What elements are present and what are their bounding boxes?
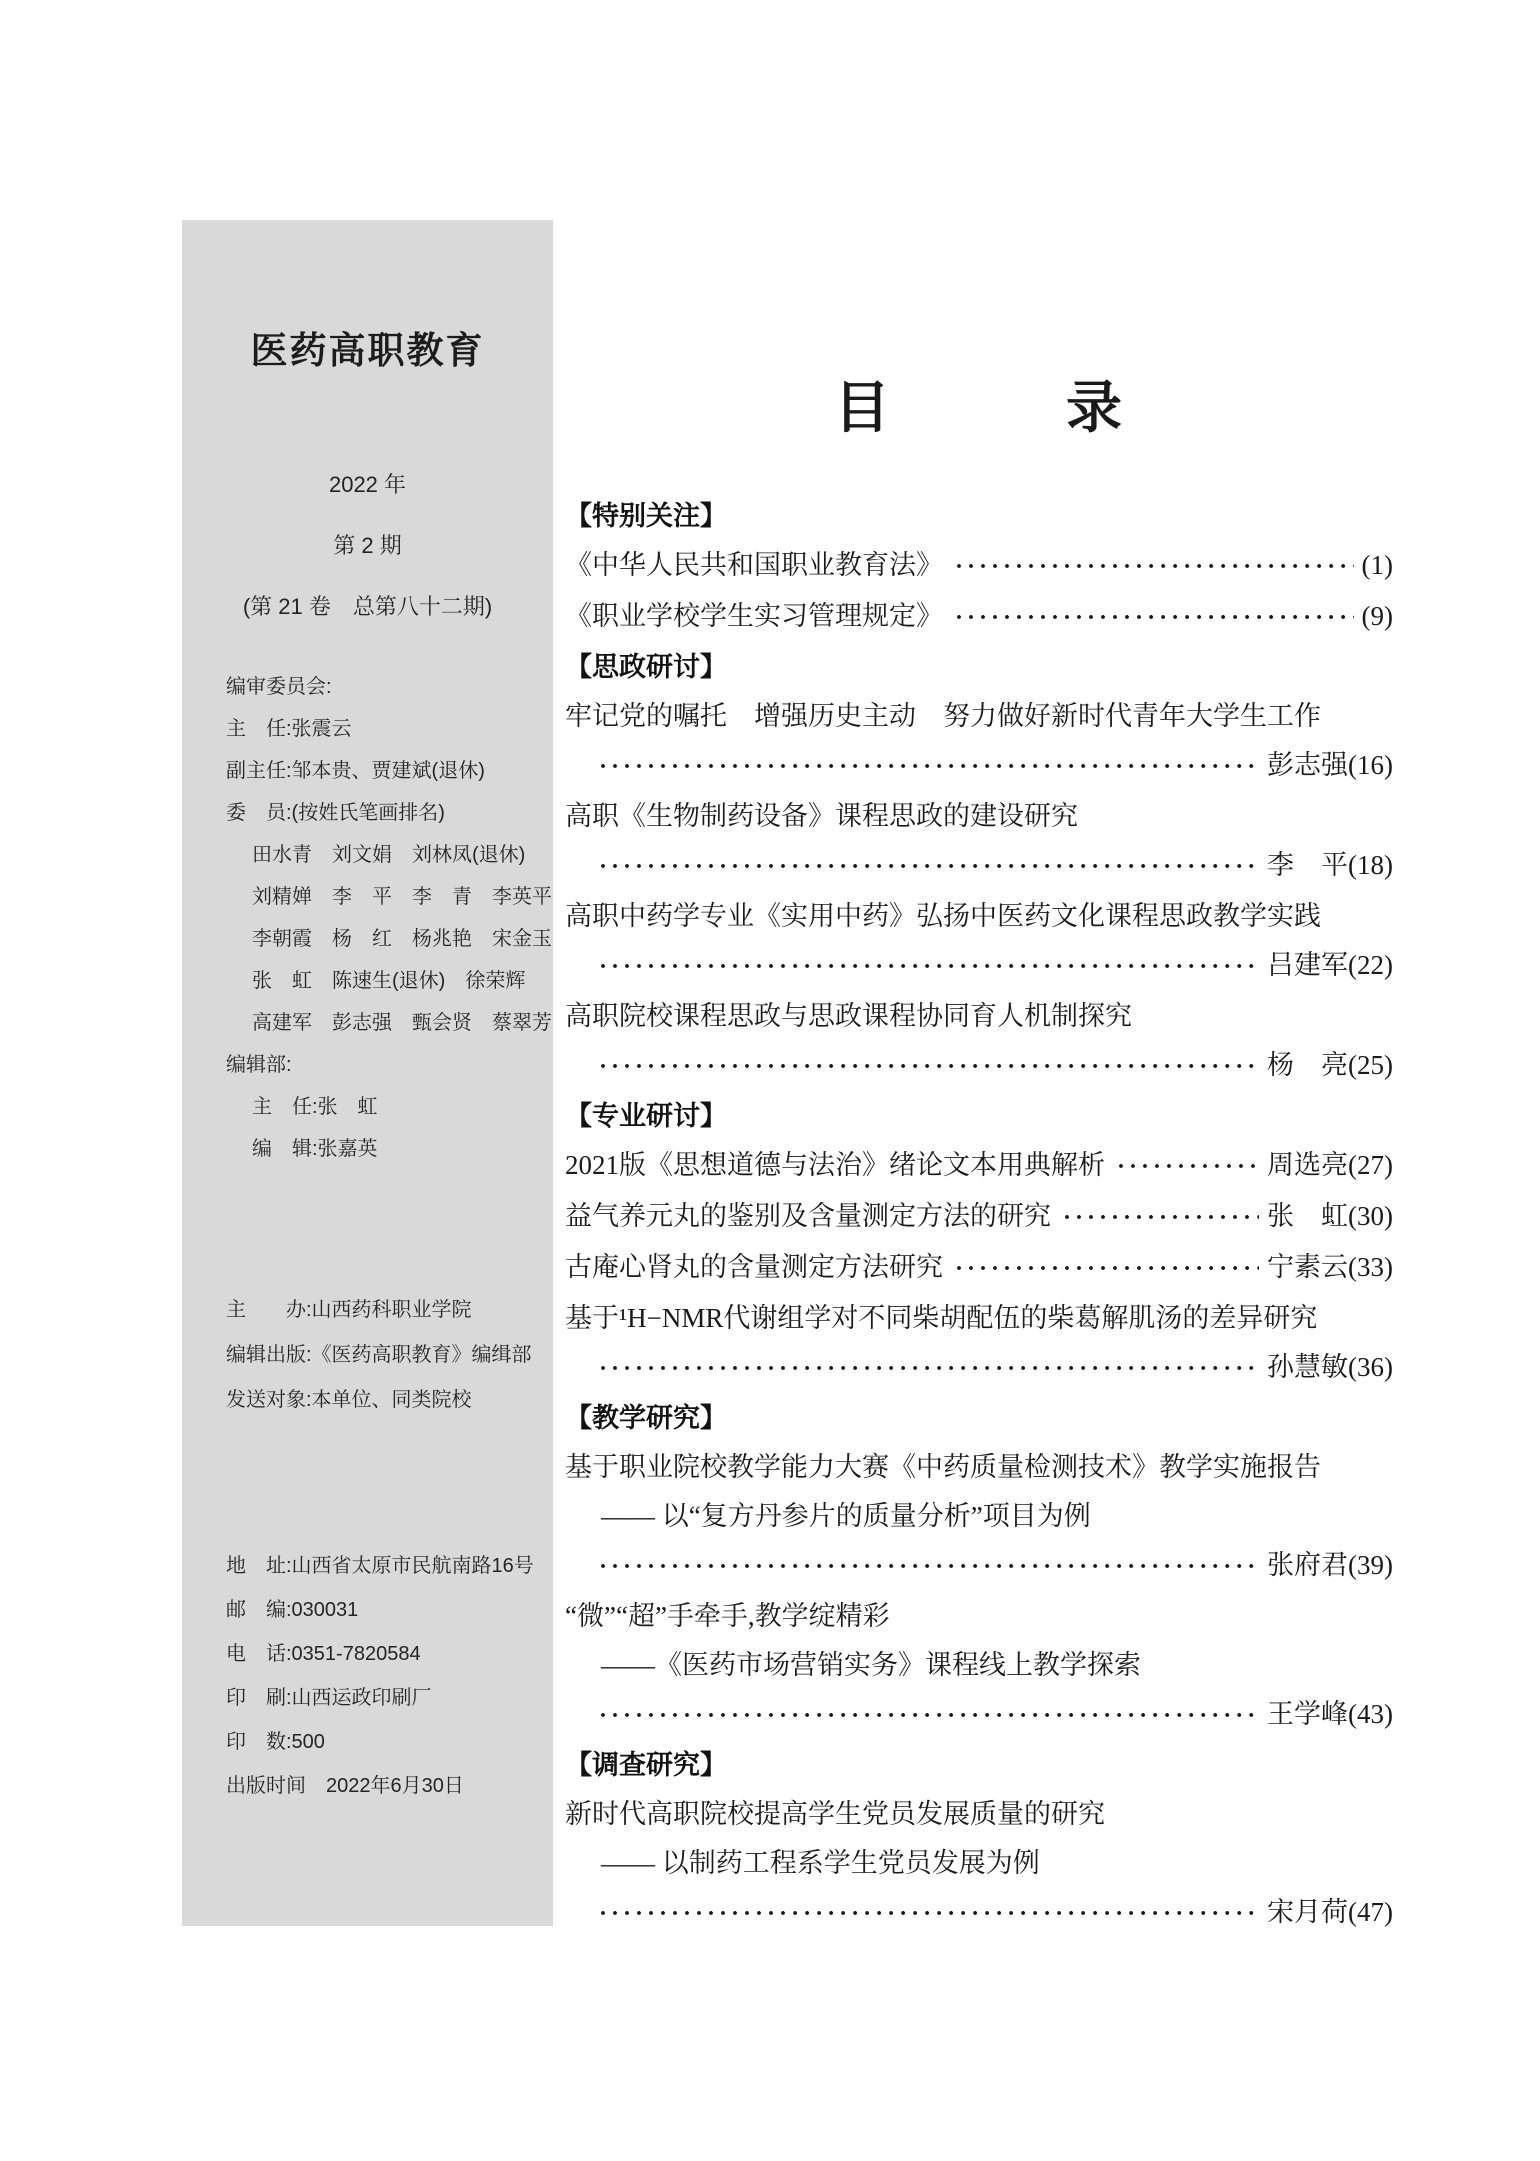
toc-leader-dots: [599, 1541, 1259, 1592]
toc-entry-row: [565, 541, 1393, 592]
toc-leader-dots: [599, 1041, 1259, 1092]
toc-entry: [565, 892, 1393, 992]
toc-leader-dots: [955, 1243, 1259, 1294]
toc-title: 目 录: [834, 377, 1124, 440]
toc-leader-dots: [599, 841, 1259, 892]
toc-section: [565, 1741, 1393, 1939]
toc-entry-author-page: 宋月荷(47): [1267, 1897, 1393, 1927]
toc-leader-dots: [599, 741, 1259, 792]
editorial-line: 张 虹 陈速生(退休) 徐荣辉: [252, 970, 526, 992]
issue-line: (第 21 卷 总第八十二期): [242, 594, 493, 619]
toc-entry-title: 基于¹H−NMR代谢组学对不同柴胡配伍的柴葛解肌汤的差异研究: [565, 1303, 1318, 1333]
toc-section: [565, 1092, 1393, 1394]
toc-entry-row: [565, 841, 1393, 892]
toc-entry-author-page: (9): [1361, 601, 1393, 631]
publisher-line: 编辑出版:《医药高职教育》编缉部: [226, 1344, 532, 1366]
toc-entry-row: [565, 1041, 1393, 1092]
journal-sidebar: [182, 220, 553, 1926]
editorial-line: 编辑部:: [226, 1054, 292, 1076]
publisher-line: 发送对象:本单位、同类院校: [226, 1389, 472, 1411]
editorial-line: 高建军 彭志强 甄会贤 蔡翠芳: [252, 1012, 552, 1034]
toc-leader-dots: [599, 1888, 1259, 1939]
editorial-line: 编审委员会:: [226, 676, 332, 698]
toc-entry: [565, 1243, 1393, 1294]
toc-entry-author-page: 吕建军(22): [1267, 950, 1393, 980]
toc-entry-author-page: (1): [1361, 550, 1393, 580]
toc-entry-subtitle: ——《医药市场营销实务》课程线上教学探索: [601, 1650, 1141, 1680]
toc-entry: [565, 1141, 1393, 1192]
issue-line: 第 2 期: [333, 533, 402, 558]
toc-entry-title: 新时代高职院校提高学生党员发展质量的研究: [565, 1799, 1105, 1829]
issue-info: [182, 454, 553, 637]
editorial-line: 田水青 刘文娟 刘林凤(退休): [252, 844, 526, 866]
contact-info: [226, 1544, 543, 1808]
toc-entry: [565, 1443, 1393, 1592]
toc-entry-title: 《中华人民共和国职业教育法》: [565, 550, 943, 580]
toc-entry-title: 高职院校课程思政与思政课程协同育人机制探究: [565, 1001, 1132, 1031]
toc-entry: [565, 992, 1393, 1092]
toc-entry-row: [565, 1888, 1393, 1939]
toc-entry-title: 高职中药学专业《实用中药》弘扬中医药文化课程思政教学实践: [565, 901, 1321, 931]
toc-entry-author-page: 张 虹(30): [1267, 1201, 1393, 1231]
editorial-line: 委 员:(按姓氏笔画排名): [226, 802, 445, 824]
toc-entry-author-page: 王学峰(43): [1267, 1699, 1393, 1729]
publisher-info: [226, 1288, 543, 1423]
editorial-line: 刘精婵 李 平 李 青 李英平: [252, 886, 552, 908]
toc-section-heading: 【调查研究】: [565, 1750, 727, 1780]
toc-leader-dots: [955, 592, 1354, 643]
toc-section-heading: 【思政研讨】: [565, 652, 727, 682]
toc-leader-dots: [599, 1690, 1259, 1741]
toc-entry-subtitle: —— 以制药工程系学生党员发展为例: [601, 1848, 1040, 1878]
toc-entry-title: 《职业学校学生实习管理规定》: [565, 601, 943, 631]
toc-entry-row: [565, 741, 1393, 792]
toc-section-heading: 【专业研讨】: [565, 1101, 727, 1131]
toc-entry-title: 2021版《思想道德与法治》绪论文本用典解析: [565, 1150, 1105, 1180]
toc-section: [565, 1394, 1393, 1741]
editorial-line: 主 任:张 虹: [252, 1096, 378, 1118]
toc-entry-title: 高职《生物制药设备》课程思政的建设研究: [565, 801, 1078, 831]
contact-line: 电 话:0351-7820584: [226, 1643, 421, 1665]
editorial-line: 主 任:张震云: [226, 718, 352, 740]
toc-entry: [565, 692, 1393, 792]
publisher-line: 主 办:山西药科职业学院: [226, 1299, 472, 1321]
toc-entry-title: 古庵心肾丸的含量测定方法研究: [565, 1252, 943, 1282]
toc-leader-dots: [599, 941, 1259, 992]
toc-list: [565, 492, 1393, 1939]
toc-entry-title: 基于职业院校教学能力大赛《中药质量检测技术》教学实施报告: [565, 1452, 1321, 1482]
toc-entry-row: [565, 1343, 1393, 1394]
toc-entry-subtitle: —— 以“复方丹参片的质量分析”项目为例: [601, 1501, 1091, 1531]
toc-entry-title: 益气养元丸的鉴别及含量测定方法的研究: [565, 1201, 1051, 1231]
toc-entry-row: [565, 1690, 1393, 1741]
toc-entry: [565, 1192, 1393, 1243]
toc-entry-row: [565, 941, 1393, 992]
journal-title: 医药高职教育: [250, 331, 485, 372]
toc-entry-author-page: 张府君(39): [1267, 1550, 1393, 1580]
toc-entry-title: “微”“超”手牵手,教学绽精彩: [565, 1601, 890, 1631]
contact-line: 邮 编:030031: [226, 1599, 359, 1621]
toc-entry: [565, 1592, 1393, 1741]
toc-entry: [565, 792, 1393, 892]
toc-leader-dots: [955, 541, 1354, 592]
editorial-line: 李朝霞 杨 红 杨兆艳 宋金玉: [252, 928, 552, 950]
toc-entry-row: [565, 1141, 1393, 1192]
toc-section-heading: 【特别关注】: [565, 501, 727, 531]
toc-entry-author-page: 彭志强(16): [1267, 750, 1393, 780]
toc-leader-dots: [1117, 1141, 1259, 1192]
toc-entry-author-page: 杨 亮(25): [1267, 1050, 1393, 1080]
toc-section: [565, 643, 1393, 1092]
toc-entry-row: [565, 592, 1393, 643]
toc-entry-author-page: 李 平(18): [1267, 850, 1393, 880]
toc-entry-author-page: 周选亮(27): [1267, 1150, 1393, 1180]
contact-line: 地 址:山西省太原市民航南路16号: [226, 1555, 534, 1577]
toc-entry-author-page: 宁素云(33): [1267, 1252, 1393, 1282]
issue-line: 2022 年: [328, 472, 407, 497]
toc-section: [565, 492, 1393, 643]
toc-entry-author-page: 孙慧敏(36): [1267, 1352, 1393, 1382]
toc-entry-row: [565, 1243, 1393, 1294]
toc-leader-dots: [599, 1343, 1259, 1394]
toc-leader-dots: [1063, 1192, 1259, 1243]
toc-entry: [565, 541, 1393, 592]
editorial-line: 副主任:邹本贵、贾建斌(退休): [226, 760, 485, 782]
toc-entry: [565, 1790, 1393, 1939]
toc-entry-row: [565, 1541, 1393, 1592]
toc-entry-title: 牢记党的嘱托 增强历史主动 努力做好新时代青年大学生工作: [565, 701, 1321, 731]
contact-line: 印 刷:山西运政印刷厂: [226, 1687, 432, 1709]
contact-line: 出版时间 2022年6月30日: [226, 1775, 464, 1797]
toc-section-heading: 【教学研究】: [565, 1403, 727, 1433]
editorial-line: 编 辑:张嘉英: [252, 1138, 378, 1160]
editorial-board: [226, 666, 552, 1170]
toc-entry-row: [565, 1192, 1393, 1243]
toc-entry: [565, 1294, 1393, 1394]
contact-line: 印 数:500: [226, 1731, 325, 1753]
toc-entry: [565, 592, 1393, 643]
